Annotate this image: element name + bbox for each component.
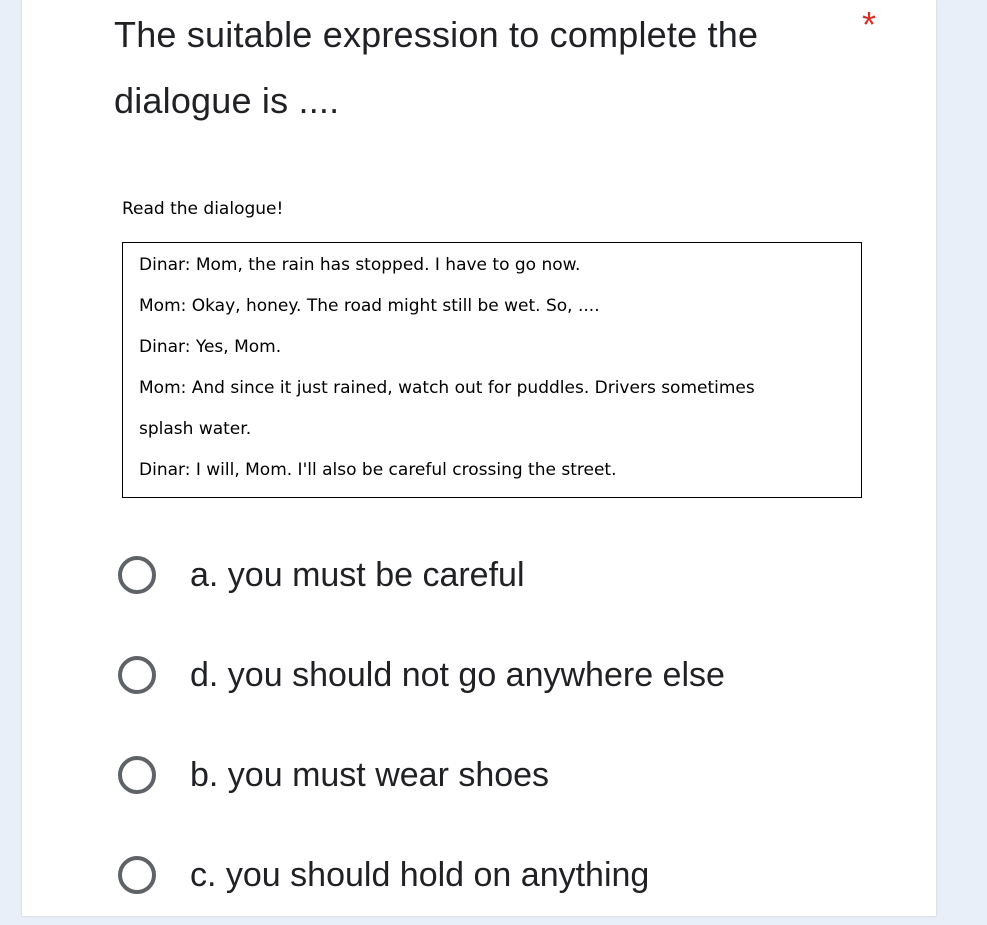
option-label[interactable]: a. you must be careful bbox=[190, 555, 525, 594]
radio-button[interactable] bbox=[118, 856, 156, 894]
dialogue-box bbox=[122, 242, 862, 498]
radio-button[interactable] bbox=[118, 556, 156, 594]
answer-options bbox=[114, 525, 894, 925]
option-d[interactable] bbox=[114, 625, 894, 725]
radio-button[interactable] bbox=[118, 756, 156, 794]
question-card bbox=[22, 0, 936, 916]
option-label[interactable]: b. you must wear shoes bbox=[190, 755, 550, 794]
option-a[interactable] bbox=[114, 525, 894, 625]
dialogue-line: Dinar: Mom, the rain has stopped. I have to go now. bbox=[139, 255, 581, 275]
required-marker: * bbox=[862, 4, 877, 45]
dialogue-line: Dinar: I will, Mom. I'll also be careful crossing the street. bbox=[139, 460, 617, 480]
dialogue-line: Mom: Okay, honey. The road might still be wet. So, .... bbox=[139, 296, 600, 316]
question-title: The suitable expression to complete the dialogue is .... bbox=[114, 14, 759, 121]
radio-button[interactable] bbox=[118, 656, 156, 694]
dialogue-line: splash water. bbox=[139, 419, 252, 439]
dialogue-intro: Read the dialogue! bbox=[122, 199, 284, 219]
option-b[interactable] bbox=[114, 725, 894, 825]
dialogue-image bbox=[122, 195, 862, 498]
dialogue-line: Dinar: Yes, Mom. bbox=[139, 337, 282, 357]
option-c[interactable] bbox=[114, 825, 894, 925]
option-label[interactable]: c. you should hold on anything bbox=[190, 855, 650, 894]
dialogue-line: Mom: And since it just rained, watch out for puddles. Drivers sometimes bbox=[139, 378, 755, 398]
option-label[interactable]: d. you should not go anywhere else bbox=[190, 655, 725, 694]
